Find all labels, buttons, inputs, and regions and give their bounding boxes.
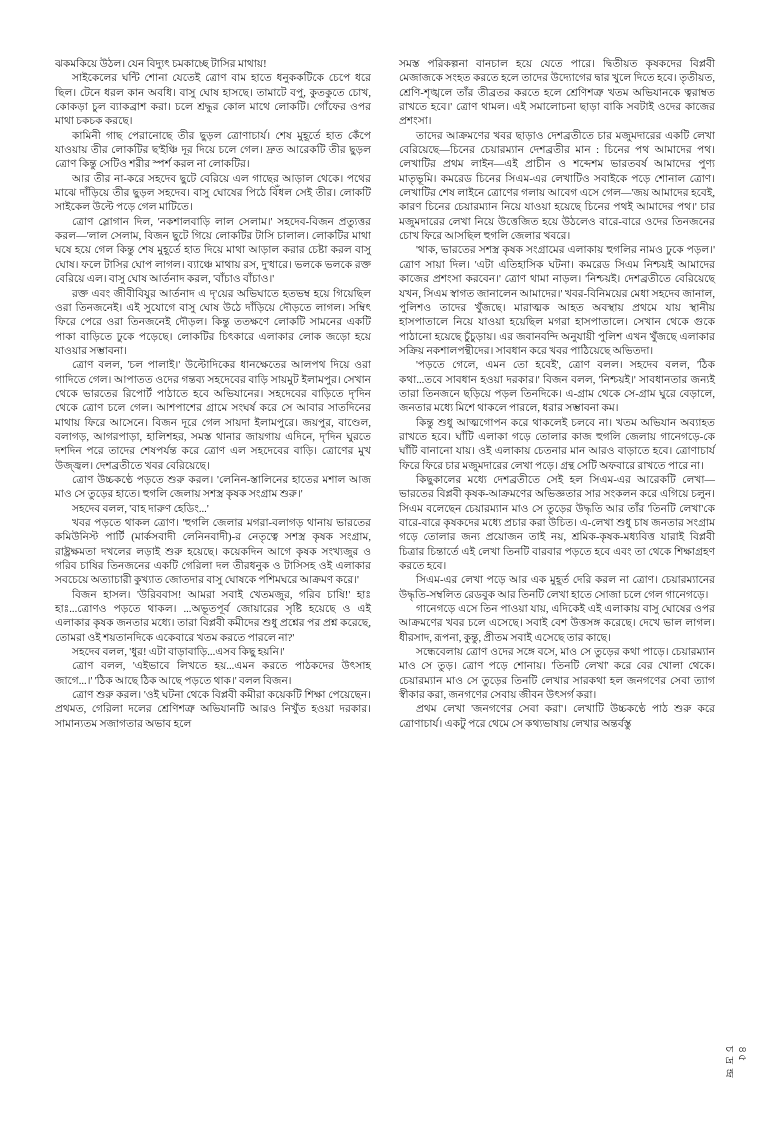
paragraph: কিছুকালের মধ্যে দেশব্রতীতে সেই হল সিএম-এর আরেকটি লেখা—ভারতের বিপ্লবী কৃষক-আক্রমণের অভিজ্ঞতার সার সংকলন করে এগিয়ে চলুন। সিএম বলেছেন চেয়ারম্যান মাও সে তুড়ের উদ্ধৃতি আর তাঁর 'তিনটি লেখা'কে বারে-বারে কৃষকদের মধ্যে প্রচার করা উচিত। এ-লেখা শুধু চাষ জনতার সংগ্রাম গড়ে তোলার জন্য প্রয়োজন তাই নয়, শ্রমিক-কৃষক-মধ্যবিত্ত যারাই বিপ্লবী চিত্রার চিন্তার্তে এই লেখা তিনটি বারবার পড়তে হবে এবং তা থেকে শিক্ষাগ্রহণ করতে হবে। [399, 474, 715, 573]
paragraph: কিন্তু শুধু আত্মগোপন করে থাকলেই চলবে না। খতম অভিযান অব্যাহত রাখতে হবে। ঘাঁটি এলাকা গড়ে তোলার কাজ হুগলি জেলায় গানেগড়ে-কে ঘাঁটি বানানো যায়। ওই এলাকায় চেতনার মান আরও বাড়াতে হবে। ত্রোণাচার্য ফিরে ফিরে চার মজুমদারের লেখা পড়ে। গ্রন্থ সেটি অফবারে রাখতে পারে না। [399, 417, 715, 472]
paragraph: প্রথম লেখা 'জনগণের সেবা করা'। লেখাটি উচ্চকণ্ঠে পাঠ শুরু করে ত্রোণাচার্য। একটু পরে থেমে সে কথ্যভাষায় লেখার অন্তর্বস্তু [399, 704, 715, 730]
paragraph: বিজন হাসল। 'উরিববাস! আমরা সবাই খেতমজুর, গরিব চাষি!' হাঃ হাঃ...ত্রোণও পড়তে থাকল। ...অভূতপূর্ব জোয়ারের সৃষ্টি হয়েছে ও এই এলাকার কৃষক জনতার মধ্যে। তারা বিপ্লবী কমীদের শুধু প্রশ্নের পর প্রশ্ন করেছে, তোমরা ওই শয়তানদিকে একেবারে খতম করতে পারলে না?' [55, 589, 371, 644]
page-folio [722, 1046, 748, 1079]
paragraph: সন্ধেবেলায় ত্রোণ ওদের সঙ্গে বসে, মাও সে তুড়ের কথা পাড়ে। চেয়ারম্যান মাও সে তুড়। ত্রোণ পড়ে শোনায়। 'তিনটি লেখা' করে বের খোলা থেকে। চেয়ারম্যান মাও সে তুড়ের তিনটি লেখার সারকথা হল জনগণের সেবা ত্যাগ স্বীকার করা, জনগণের সেবায় জীবন উৎসর্গ করা। [399, 647, 715, 702]
paragraph: গানেগড়ে এসে তিন পাওয়া যায়, এদিকেই এই এলাকায় বাসু ঘোষের ওপর আক্রমণের খবর চলে এসেছে। সবাই বেশ উত্তসঙ্গ করেছে। দেখে ভাল লাগল। ধীরসাদ, রূপনা, কুন্তু, প্রীতম সবাই এসেছে তার কাছে। [399, 604, 715, 644]
paragraph: ত্রোণ বলল, 'এইভাবে লিখতে হয়...এমন করতে পাঠকদের উৎসাহ জাগে...।' 'ঠিক আছে ঠিক আছে পড়তে থাক।' বলল বিজন। [55, 661, 371, 687]
folio-mark: চ দ্র ন্দ্র [723, 1046, 735, 1079]
paragraph: ত্রোণ শুরু করল। 'ওই ঘটনা থেকে বিপ্লবী কমীরা কয়েকটি শিক্ষা পেয়েছেন। প্রথমত, গেরিলা দলের শ্রেণিশত্রু অভিযানটি আরও নিখুঁত হওয়া দরকার। সামান্যতম সজাগতার অভাব হলে [55, 690, 371, 730]
right-column [399, 58, 715, 1058]
paragraph: ত্রোণ স্লোগান দিল, 'নকশালবাড়ি লাল সেলাম।' সহদেব-বিজন প্রত্যুত্তর করল—'লাল সেলাম, বিজন ছুটে গিয়ে লোকটির টাসি চালাল। লোকটির মাথা ঘষে হয়ে গেল কিন্তু শেষ মুহূর্তে হাত দিয়ে মাথা আড়াল করার চেষ্টা করল বাসু ঘোষ। ফলে টাসির ঘোপ লাগল। ব্যাঞ্চে মাথায় রস, দু'ধারে। ভলকে ভলকে রক্ত বেরিয়ে এল। বাসু ঘোষ আর্তনাদ করল, 'বাঁচাও বাঁচাও।' [55, 216, 371, 286]
paragraph: সিএম-এর লেখা পড়ে আর এক মুহূর্ত দেরি করল না ত্রোণ। চেয়ারম্যানের উদ্ধৃতি-সম্বলিত রেডবুক আর তিনটি লেখা হাতে সোজা চলে গেল গানেগড়ে। [399, 575, 715, 601]
left-column [55, 58, 371, 1058]
paragraph: ত্রোণ বলল, 'চল পালাই।' উল্টোদিকের ধানক্ষেতের আলপথ দিয়ে ওরা গাদিতে গেল। আপাতত ওদের গন্তব্য সহদেবের বাড়ি সায়মুট ইলামপুর। সেখান থেকে ভারতের রিপোর্ট পাঠাতে হবে অভিযানের। সহদেবের বাড়িতে দৃ'দিন থেকে ত্রোণ চলে গেল। আশপাশের গ্রামে সংঘর্ষ করে সে আবার সাতদিনের মাথায় ফিরে আসেনে। বিজন দূরে গেল সায়দা ইলামপুরে। জয়পুর, বাণ্ডেল, বলাগড়, আগরপাড়া, হালিশহর, সমস্ত থানার জায়গায় এদিনে, দৃ'দিন ঘুরতে দশদিন পরে তাদের শেষপর্যন্ত করে ত্রোণ এল সহদেবের বাড়ি। ত্রোণের মুখ উজ্জ্বল। দেশব্রতীতে খবর বেরিয়েছে। [55, 360, 371, 472]
paragraph: তাদের আক্রমণের খবর ছাড়াও দেশব্রতীতে চার মজুমদারের একটি লেখা বেরিয়েছে—চিনের চেয়ারম্যান দেশব্রতীর মান : চিনের পথ আমাদের পথ। লেখাটির প্রথম লাইন—এই প্রাচীন ও শব্দেশম ভারতবর্ষ আমাদের পুণ্য মাতৃভূমি। কমরেড চিনের সিএম-এর লেখাটিও সবাইকে পড়ে শোনাল ত্রোণ। লেখাটির শেষ লাইনে ত্রোণের গলায় আবেগ এসে গেল—'জয় আমাদের হবেই, কারণ চিনের চেয়ারম্যান নিয়ে যাওয়া হয়েছে চিনের পথই আমাদের পথ।' চার মজুমদারের লেখা নিয়ে উত্তেজিত হয়ে উঠলেও বারে-বারে ওদের তিনজনের চোখ ফিরে আসছিল হুগলি জেলার খবরে। [399, 130, 715, 243]
paragraph: 'পড়তে গেলে, এমন তো হবেই', ত্রোণ বলল। সহদেব বলল, 'ঠিক কথা...তবে সাবধান হওয়া দরকার।' বিজন বলল, 'নিশ্চয়ই।' সাবধানতার জন্যই তারা তিনজনে ছড়িয়ে পড়ল তিনদিকে। এ-গ্রাম থেকে সে-গ্রাম ঘুরে বেড়ালে, জনতার মধ্যে মিশে থাকলে পারলে, ধরার সম্ভাবনা কম। [399, 360, 715, 415]
page-body [55, 58, 715, 1058]
paragraph: খবর পড়তে থাকল ত্রোণ। 'হুগলি জেলার মগরা-বলাগড় থানায় ভারতের কমিউনিস্ট পার্টি (মার্কসবাদী লেনিনবাদী)-র নেতৃত্বে সশস্ত্র কৃষক সংগ্রাম, রাষ্ট্রক্ষমতা দখলের লড়াই শুরু হয়েছে। কয়েকদিন আগে কৃষক সংখ্যজুর ও গরিব চাষির তিনজনের একটি গেরিলা দল তীরধনুক ও টাসিসহ ওই এলাকার সবচেয়ে অত্যাচারী কুখ্যাত জোতদার বাসু ঘোষকে পশিমঘরে আক্রমণ করে।' [55, 518, 371, 587]
paragraph: 'থাক, ভারতের সশস্ত্র কৃষক সংগ্রামের এলাকায় হুগলির নামও ঢুকে পড়ল।' ত্রোণ সায়া দিল। 'এটা এতিহাসিক ঘটনা। কমরেড সিএম নিশ্চয়ই আমাদের কাজের প্রশংসা করবেন।' ত্রোণ থামা নাড়ল। 'নিশ্চয়ই। দেশব্রতীতে বেরিয়েছে যখন, সিএম স্বাগত জানালেন আমাদের।' খবর-বিনিময়ের মেধা সহদেব জানাল, পুলিশও তাদের খুঁজছে। মারাত্মক আহত অবস্থায় প্রথমে যায় স্থানীয় হাসপাতালে নিয়ে যাওয়া হয়েছিল মগরা হাসপাতালে। সেখান থেকে গুকে পাঠানো হয়েছে চুঁচুড়ায়। এর জবানবন্দি অনুযায়ী পুলিশ এখন খুঁজছে এলাকার সক্রিয় নকশালপন্থীদের। সাবধান করে খবর পাঠিয়েছে অভিতদা। [399, 245, 715, 357]
paragraph: কামিনী গাছ পেরানোছে তীর ছুড়ল ত্রোণাচার্য। শেষ মুহূর্তে হাত কেঁপে যাওয়ায় তীর লোকটির ছ'ইঞ্চি দূর দিয়ে চলে গেল। দ্রুত আরেকটি তীর ছুড়ল ত্রোণ কিন্তু সেটিও শরীর স্পর্শ করল না লোকটির। [55, 130, 371, 171]
paragraph: আর তীর না-করে সহদেব ছুটে বেরিয়ে এল গাছের আড়াল থেকে। পথের মাঝে দাঁড়িয়ে তীর ছুড়ল সহদেব। বাসু ঘোষের পিঠে বিঁধল সেই তীর। লোকটি সাইকেল উল্টে পড়ে গেল মাটিতে। [55, 173, 371, 214]
paragraph: ঝকমকিয়ে উঠল। যেন বিদ্যুৎ চমকাচ্ছে টাসির মাথায়! [55, 59, 267, 70]
paragraph: সহদেব বলল, 'ধুর! এটা বাড়াবাড়ি...এসব কিছু হয়নি।' [72, 647, 285, 659]
paragraph: সমস্ত পরিকল্পনা বানচাল হয়ে যেতে পারে। দ্বিতীয়ত কৃষকদের বিপ্লবী মেজাজকে সংহত করতে হলে তাদের উদ্যোগের দ্বার খুলে দিতে হবে। তৃতীয়ত, শ্রেণি-শৃঙ্খলে তাঁর তীব্রতর করতে হলে শ্রেণিশত্রু খতম অভিযানকে ত্বরাম্বত রাখতে হবে।' ত্রোণ থামল। এই সমালোচনা ছাড়া বাকি সবটাই ওদের কাজের প্রশংসা। [399, 59, 715, 128]
paragraph: রক্ত এবং জীবীবিযুর আর্তনাদ এ দৃ'য়ের অভিঘাতে হতভম্ব হয়ে গিয়েছিল ওরা তিনজনেই। এই সুযোগে বাসু ঘোষ উঠে দাঁড়িয়ে দৌড়তে লাগল। সম্বিৎ ফিরে পেরে ওরা তিনজনেই দৌড়ল। কিন্তু ততক্ষণে লোকটি সামনের একটি পাকা বাড়িতে ঢুকে পড়েছে। লোকটির চিৎকারে এলাকার লোক জড়ো হয়ে যাওয়ার সম্ভাবনা। [55, 288, 371, 357]
paragraph: সাইকেলের ঘন্টি শোনা যেতেই ত্রোণ বাম হাতে ধনুককটিকে চেপে ধরে ছিল। টেনে ধরল কান অবধি। বাসু ঘোষ হাসছে। তামাটে বপু, কুতকুতে চোখ, কোকড়া চুল ব্যাকব্রাশ করা। চলে শ্রদ্ধুর কোল মাথে লোকটি। গোঁফের ওপর মাথা চকচক করছে। [55, 73, 371, 128]
page-number-value: ৪৫ [736, 1046, 748, 1063]
paragraph: ত্রোণ উচ্চকণ্ঠে পড়তে শুরু করল। 'লেনিন-স্তালিনের হাতের মশাল আজ মাও সে তুড়ের হাতে। হুগলি জেলায় সশস্ত্র কৃষক সংগ্রাম শুরু।' [55, 474, 371, 501]
paragraph: সহদেব বলল, 'বাহ দারুণ হেডিং...' [72, 503, 209, 515]
